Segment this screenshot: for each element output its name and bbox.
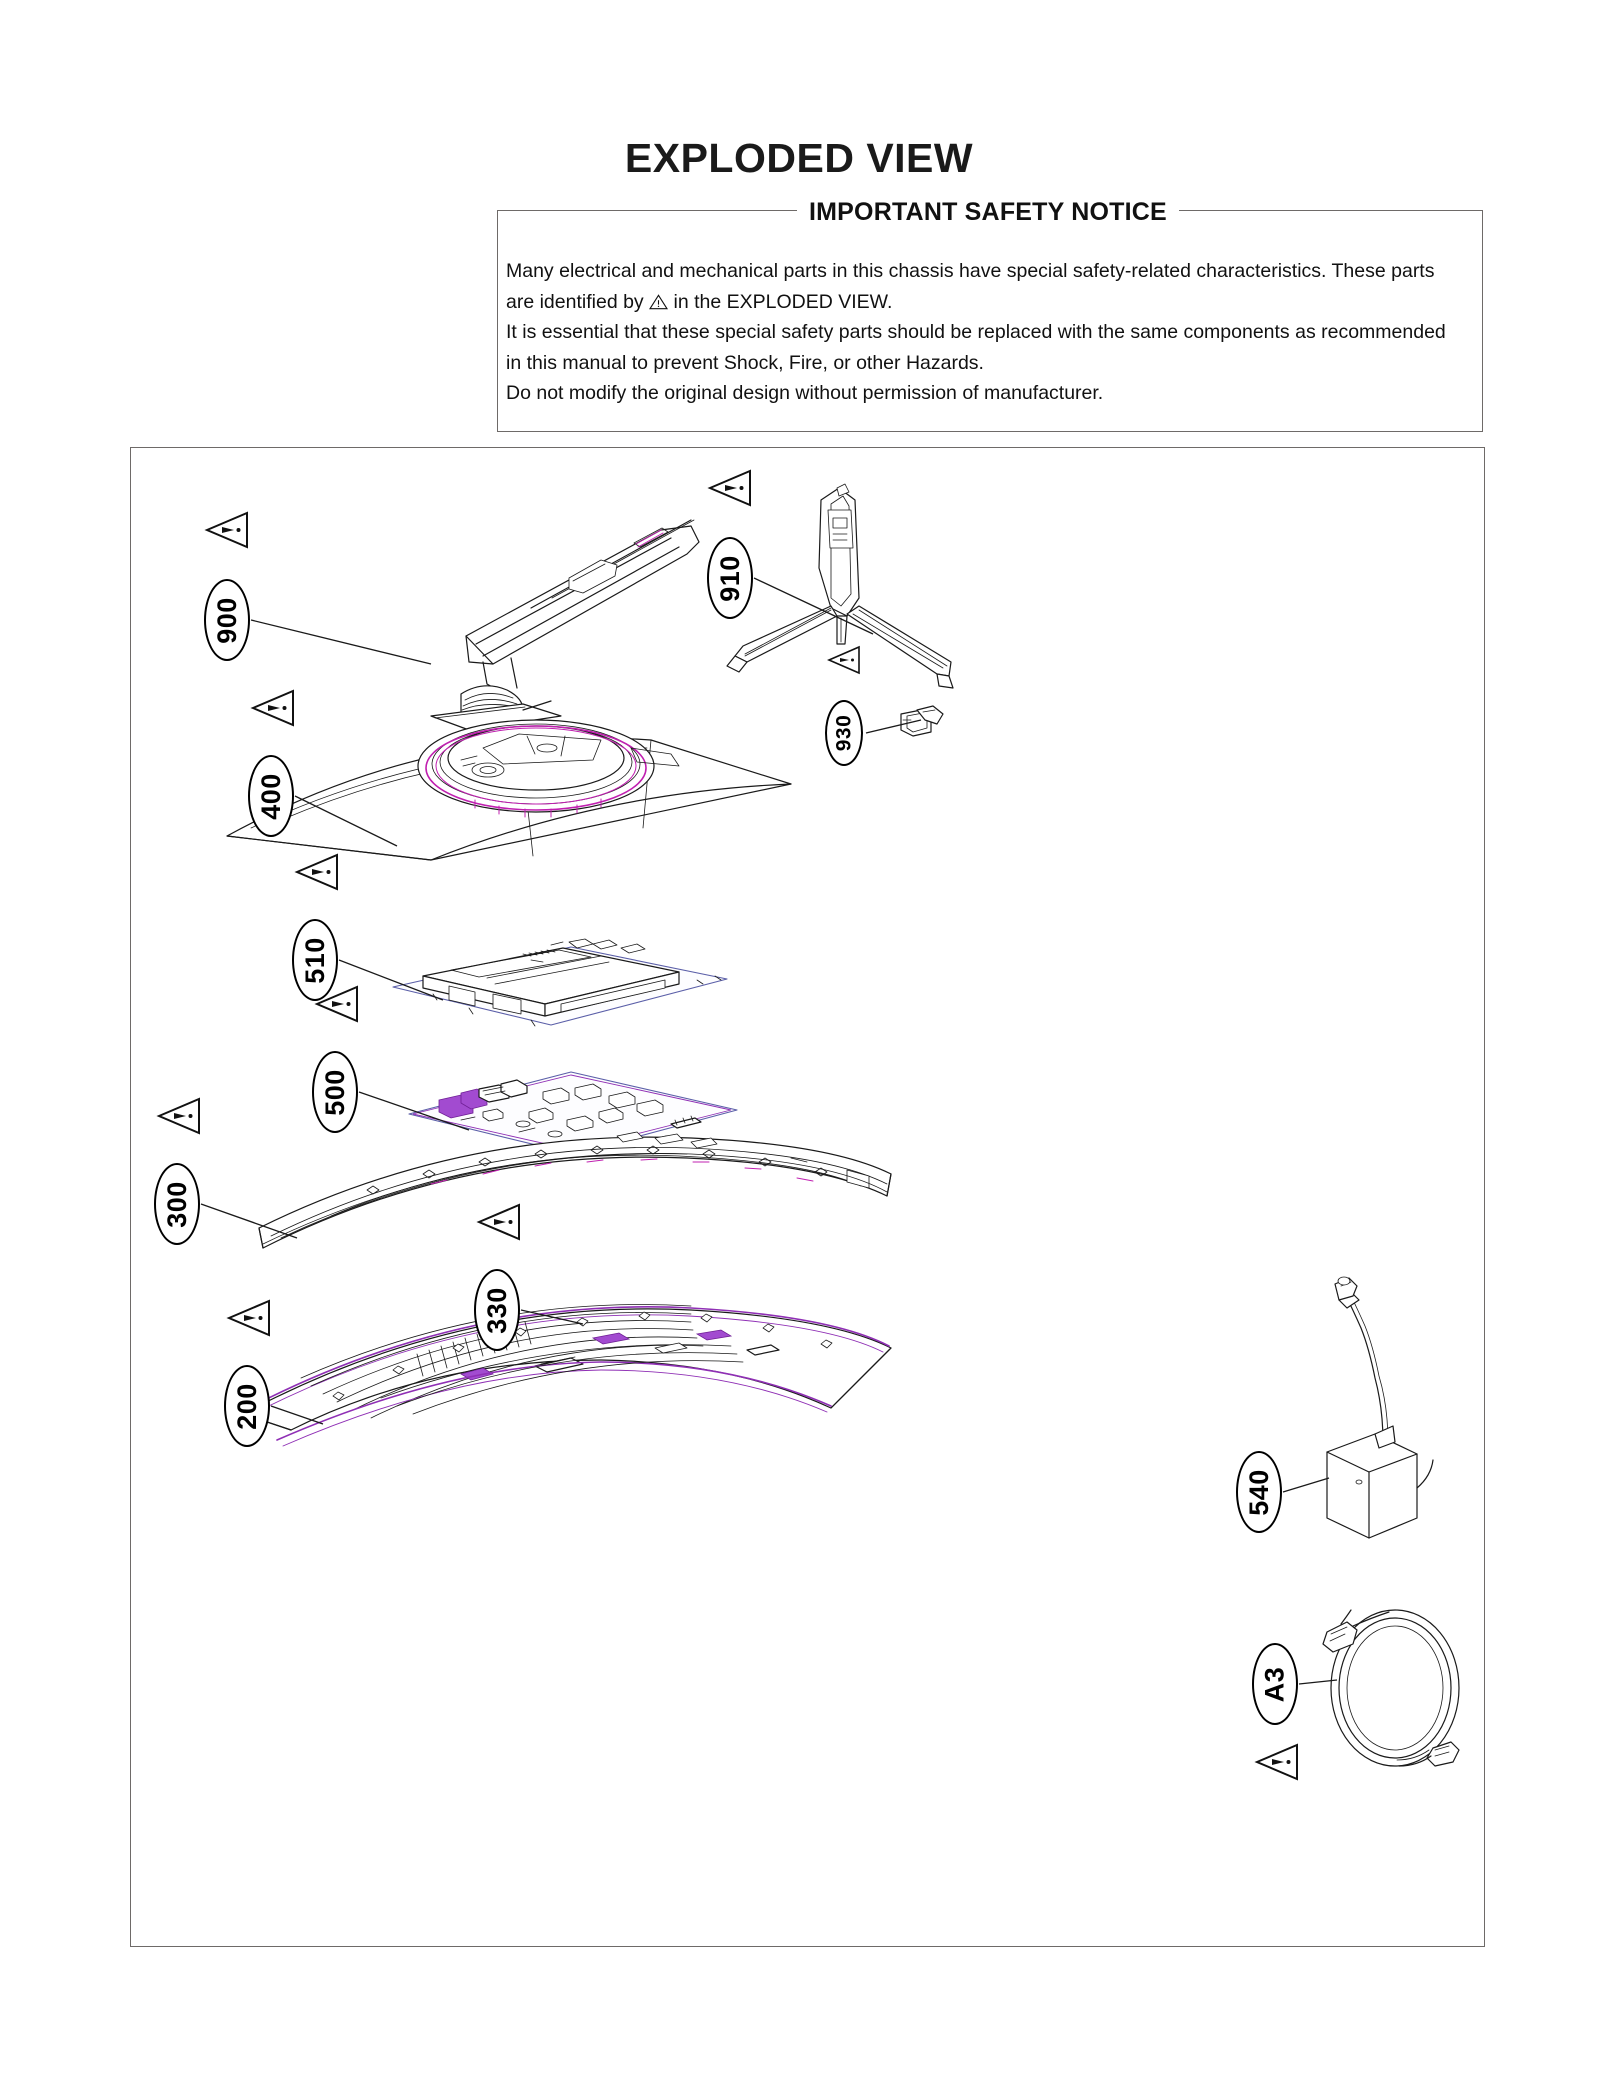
part-rear-cover-400 <box>227 720 791 860</box>
safety-notice-line-1-text: Many electrical and mechanical parts in this chassis have special safety-related characteristics. These parts <box>506 260 1435 282</box>
safety-notice-line-3 <box>506 317 1476 348</box>
page-title: EXPLODED VIEW <box>624 135 974 181</box>
leader-900 <box>251 620 431 664</box>
callout-leader-lines <box>201 578 1337 1684</box>
leader-540 <box>1283 1478 1329 1492</box>
exploded-view-drawing-frame <box>130 447 1485 1947</box>
safety-notice-line-5 <box>506 378 1476 409</box>
warning-triangle-icon <box>204 510 250 550</box>
callout-label-200: 200 <box>231 1382 262 1430</box>
warning-triangle-icon <box>314 984 360 1024</box>
part-middle-cabinet-300 <box>259 1132 891 1248</box>
safety-notice-line-2 <box>506 287 1476 318</box>
safety-notice-line-4 <box>506 348 1476 379</box>
callout-label-910: 910 <box>714 554 745 602</box>
safety-notice-line-3-text: It is essential that these special safety parts should be replaced with the same components as recommended <box>506 321 1446 343</box>
warning-triangle-icon <box>294 852 340 892</box>
callout-label-330: 330 <box>481 1286 512 1334</box>
safety-notice-line-1 <box>506 256 1476 287</box>
part-lcd-panel-200 <box>243 1305 891 1447</box>
warning-triangle-icon <box>827 645 861 675</box>
callout-label-930: 930 <box>831 714 855 752</box>
part-power-cord-a3 <box>1323 1610 1459 1766</box>
callout-label-900: 900 <box>211 596 242 644</box>
warning-triangle-icon <box>476 1202 522 1242</box>
callout-label-400: 400 <box>255 772 286 820</box>
safety-notice-line-4-text: in this manual to prevent Shock, Fire, or other Hazards. <box>506 351 984 374</box>
warning-triangle-icon <box>226 1298 272 1338</box>
safety-notice-legend: IMPORTANT SAFETY NOTICE <box>797 198 1179 227</box>
warning-triangle-icon <box>707 468 753 508</box>
part-cable-clip-930 <box>901 706 943 736</box>
callout-label-a3: A3 <box>1259 1666 1290 1702</box>
safety-notice-line-2-prefix: are identified by <box>506 290 644 313</box>
warning-triangle-icon <box>250 688 296 728</box>
callout-label-300: 300 <box>161 1180 192 1228</box>
warning-triangle-icon <box>156 1096 202 1136</box>
callout-label-510: 510 <box>299 936 330 984</box>
safety-notice-body <box>506 256 1476 409</box>
callout-label-540: 540 <box>1243 1468 1274 1516</box>
part-shield-module-510 <box>393 939 727 1026</box>
safety-notice-line-2-suffix: in the EXPLODED VIEW. <box>673 290 893 313</box>
callout-label-500: 500 <box>319 1068 350 1116</box>
warning-triangle-icon <box>1254 1742 1300 1782</box>
safety-notice-line-5-text: Do not modify the original design without permission of manufacturer. <box>506 382 1104 404</box>
part-stand-neck-900 <box>431 520 699 730</box>
part-ac-dc-adapter-540 <box>1327 1277 1433 1538</box>
exploded-view-canvas <box>131 448 1484 1946</box>
warning-triangle-icon <box>649 289 668 305</box>
